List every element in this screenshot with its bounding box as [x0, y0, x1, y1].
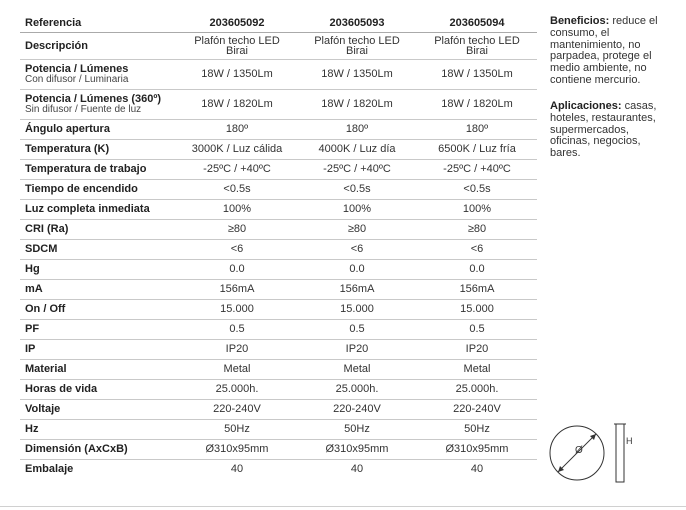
power-360-sublabel: Sin difusor / Fuente de luz — [25, 104, 142, 115]
row-label: Hz — [20, 420, 177, 440]
row-label: Ángulo apertura — [20, 120, 177, 140]
row-value: <6 — [417, 240, 537, 260]
benefits-text: reduce el consumo, el mantenimiento, no parpadea, protege el medio ambiente, no contiene mercurio. — [550, 15, 658, 86]
benefits-note — [550, 16, 670, 87]
row-label: SDCM — [20, 240, 177, 260]
table-row — [20, 360, 537, 380]
row-value: 15.000 — [417, 300, 537, 320]
row-value: 50Hz — [177, 420, 297, 440]
row-value: 4000K / Luz día — [297, 140, 417, 160]
row-label: Temperatura de trabajo — [20, 160, 177, 180]
applications-note — [550, 101, 670, 160]
row-value: 180º — [177, 120, 297, 140]
row-value: 0.0 — [417, 260, 537, 280]
description-line: Plafón techo LED — [314, 35, 400, 47]
row-value: 0.5 — [177, 320, 297, 340]
row-value: 50Hz — [297, 420, 417, 440]
table-row — [20, 220, 537, 240]
row-value: -25ºC / +40ºC — [417, 160, 537, 180]
row-value: 180º — [297, 120, 417, 140]
row-value: 220-240V — [417, 400, 537, 420]
row-value: Metal — [417, 360, 537, 380]
table-row — [20, 120, 537, 140]
row-value: 100% — [417, 200, 537, 220]
row-value: Ø310x95mm — [417, 440, 537, 460]
row-value: -25ºC / +40ºC — [297, 160, 417, 180]
description-line: Birai — [465, 45, 488, 57]
table-row — [20, 300, 537, 320]
table-row — [20, 400, 537, 420]
lamp-side-view-rect — [616, 424, 624, 482]
description-cell — [177, 33, 297, 60]
table-row — [20, 320, 537, 340]
description-line: Birai — [345, 45, 368, 57]
row-value: 180º — [417, 120, 537, 140]
row-value: IP20 — [297, 340, 417, 360]
description-line: Birai — [225, 45, 248, 57]
power-360-title: Potencia / Lúmenes (360º) — [25, 93, 162, 105]
row-value: 0.5 — [297, 320, 417, 340]
row-value: Metal — [297, 360, 417, 380]
row-value: Metal — [177, 360, 297, 380]
row-value: <6 — [297, 240, 417, 260]
table-row — [20, 160, 537, 180]
row-value: 6500K / Luz fría — [417, 140, 537, 160]
row-value: ≥80 — [297, 220, 417, 240]
row-value: Ø310x95mm — [297, 440, 417, 460]
applications-title: Aplicaciones: — [550, 100, 622, 112]
row-value: 100% — [177, 200, 297, 220]
row-label: Hg — [20, 260, 177, 280]
row-value: <0.5s — [297, 180, 417, 200]
table-header-row — [20, 14, 537, 33]
row-value: 3000K / Luz cálida — [177, 140, 297, 160]
power-360-label — [20, 90, 177, 120]
description-line: Plafón techo LED — [434, 35, 520, 47]
row-label: IP — [20, 340, 177, 360]
bottom-divider — [0, 506, 686, 507]
description-cell — [417, 33, 537, 60]
row-label: PF — [20, 320, 177, 340]
row-value: 15.000 — [177, 300, 297, 320]
power-diffuser-value: 18W / 1350Lm — [177, 60, 297, 90]
description-line: Plafón techo LED — [194, 35, 280, 47]
power-diffuser-value: 18W / 1350Lm — [417, 60, 537, 90]
table-row — [20, 280, 537, 300]
row-label: mA — [20, 280, 177, 300]
row-label: Material — [20, 360, 177, 380]
row-value: 100% — [297, 200, 417, 220]
table-row — [20, 200, 537, 220]
row-value: 25.000h. — [297, 380, 417, 400]
row-label: On / Off — [20, 300, 177, 320]
row-value: 40 — [230, 463, 244, 475]
power-diffuser-value: 18W / 1350Lm — [297, 60, 417, 90]
power-diffuser-sublabel: Con difusor / Luminaria — [25, 74, 129, 85]
power-diffuser-row — [20, 60, 537, 90]
row-label: Tiempo de encendido — [20, 180, 177, 200]
power-360-row — [20, 90, 537, 120]
applications-text: casas, hoteles, restaurantes, supermercados, oficinas, negocios, bares. — [550, 100, 657, 160]
row-value: 156mA — [417, 280, 537, 300]
benefits-title: Beneficios: — [550, 15, 610, 27]
description-label: Descripción — [20, 33, 177, 60]
row-value: IP20 — [177, 340, 297, 360]
row-value: ≥80 — [417, 220, 537, 240]
row-value: 220-240V — [297, 400, 417, 420]
row-value: 40 — [470, 463, 484, 475]
header-label: Referencia — [20, 14, 177, 33]
table-row — [20, 440, 537, 460]
spec-table-body — [20, 14, 537, 479]
table-row — [20, 420, 537, 440]
table-row — [20, 340, 537, 360]
row-label: CRI (Ra) — [20, 220, 177, 240]
row-label: Horas de vida — [20, 380, 177, 400]
row-value: 0.5 — [417, 320, 537, 340]
description-row — [20, 33, 537, 60]
row-value: 40 — [350, 463, 364, 475]
row-value: 15.000 — [297, 300, 417, 320]
row-value: <0.5s — [417, 180, 537, 200]
row-value: Ø310x95mm — [177, 440, 297, 460]
row-value: 0.0 — [177, 260, 297, 280]
spec-table — [20, 14, 537, 479]
row-value: IP20 — [417, 340, 537, 360]
table-row — [20, 140, 537, 160]
table-row — [20, 380, 537, 400]
table-row — [20, 180, 537, 200]
power-360-value: 18W / 1820Lm — [177, 90, 297, 120]
table-row — [20, 260, 537, 280]
power-360-value: 18W / 1820Lm — [297, 90, 417, 120]
diameter-symbol: Ø — [575, 445, 583, 456]
dimension-diagram — [548, 420, 634, 486]
row-value: 156mA — [297, 280, 417, 300]
row-value: <6 — [177, 240, 297, 260]
power-diffuser-title: Potencia / Lúmenes — [25, 63, 129, 75]
table-row — [20, 240, 537, 260]
header-ref-1: 203605092 — [177, 14, 297, 33]
row-label: Temperatura (K) — [20, 140, 177, 160]
height-symbol: H — [626, 436, 633, 446]
row-value: 156mA — [177, 280, 297, 300]
row-value: <0.5s — [177, 180, 297, 200]
table-row — [20, 460, 537, 480]
row-label: Embalaje — [25, 463, 74, 475]
row-value: 25.000h. — [177, 380, 297, 400]
row-value: 220-240V — [177, 400, 297, 420]
header-ref-3: 203605094 — [417, 14, 537, 33]
row-label: Luz completa inmediata — [20, 200, 177, 220]
row-value: -25ºC / +40ºC — [177, 160, 297, 180]
row-label: Voltaje — [20, 400, 177, 420]
description-cell — [297, 33, 417, 60]
power-360-value: 18W / 1820Lm — [417, 90, 537, 120]
row-label: Dimensión (AxCxB) — [20, 440, 177, 460]
header-ref-2: 203605093 — [297, 14, 417, 33]
row-value: ≥80 — [177, 220, 297, 240]
power-diffuser-label — [20, 60, 177, 90]
row-value: 0.0 — [297, 260, 417, 280]
row-value: 25.000h. — [417, 380, 537, 400]
row-value: 50Hz — [417, 420, 537, 440]
